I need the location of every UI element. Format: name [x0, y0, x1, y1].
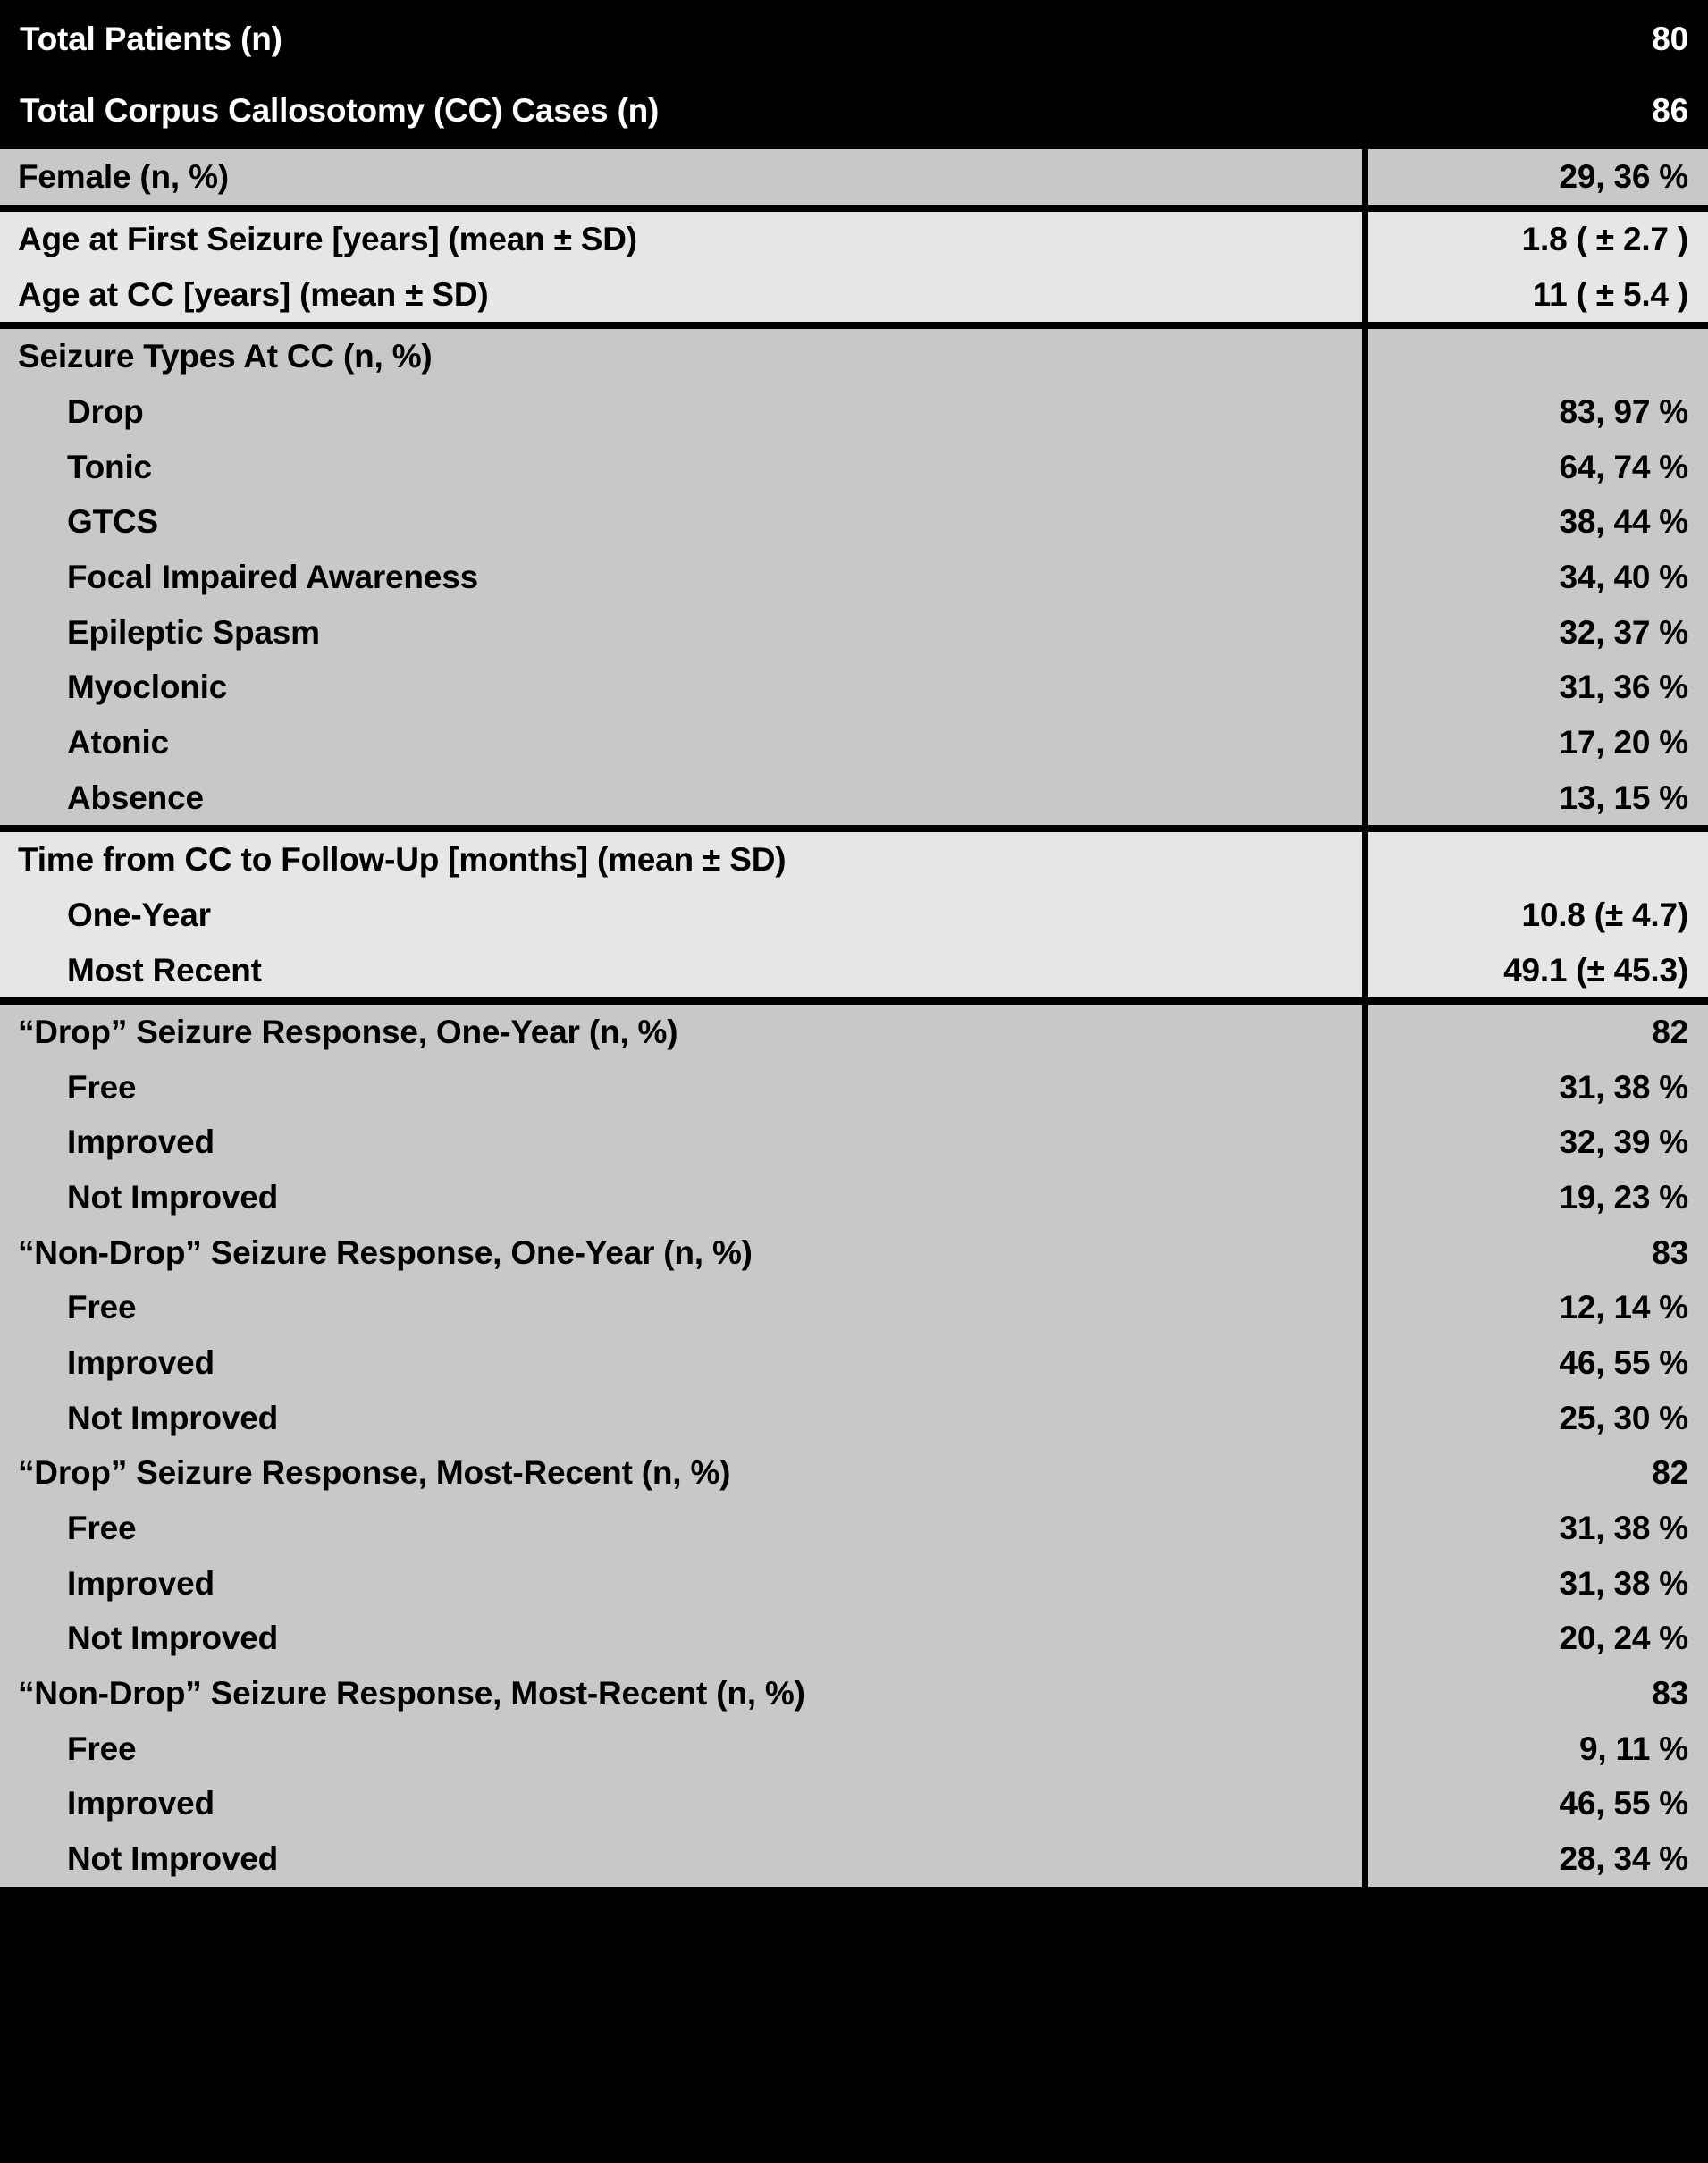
- row-value: 82: [1365, 1005, 1708, 1060]
- table-row: [0, 1280, 1708, 1335]
- table-row: [0, 1060, 1708, 1115]
- section-divider-fill: [0, 205, 1708, 212]
- table-row: [0, 494, 1708, 550]
- table-row: [0, 1721, 1708, 1777]
- table-header-row: [0, 72, 1708, 143]
- section-divider: [0, 322, 1708, 329]
- row-sublabel: Free: [0, 1280, 1365, 1335]
- row-sublabel: Epileptic Spasm: [0, 605, 1365, 661]
- table-row: [0, 1115, 1708, 1170]
- row-label: “Drop” Seizure Response, One-Year (n, %): [0, 1005, 1365, 1060]
- table-bottom-frame: [0, 1887, 1708, 1894]
- table-bottom-frame-fill: [0, 1887, 1708, 1894]
- row-value: 11 ( ± 5.4 ): [1365, 267, 1708, 323]
- table-row: [0, 440, 1708, 495]
- table-row: [0, 660, 1708, 715]
- table-row: [0, 1391, 1708, 1446]
- row-sublabel: GTCS: [0, 494, 1365, 550]
- table-row: [0, 1556, 1708, 1612]
- section-divider-fill: [0, 322, 1708, 329]
- row-sublabel: Free: [0, 1501, 1365, 1556]
- row-sublabel: Improved: [0, 1115, 1365, 1170]
- row-label: “Drop” Seizure Response, Most-Recent (n, %): [0, 1445, 1365, 1501]
- table-row: [0, 1501, 1708, 1556]
- row-value: 83, 97 %: [1365, 384, 1708, 440]
- row-value: 25, 30 %: [1365, 1391, 1708, 1446]
- row-value: 29, 36 %: [1365, 149, 1708, 205]
- row-sublabel: One-Year: [0, 888, 1365, 943]
- row-value: 1.8 ( ± 2.7 ): [1365, 212, 1708, 267]
- row-value: 49.1 (± 45.3): [1365, 943, 1708, 998]
- row-sublabel: Atonic: [0, 715, 1365, 770]
- table-row: [0, 267, 1708, 323]
- section-divider: [0, 142, 1708, 149]
- table-row: [0, 770, 1708, 826]
- row-label: “Non-Drop” Seizure Response, One-Year (n, %): [0, 1225, 1365, 1281]
- row-sublabel: Drop: [0, 384, 1365, 440]
- row-sublabel: Improved: [0, 1335, 1365, 1391]
- row-value: [1365, 329, 1708, 384]
- table-row: [0, 1776, 1708, 1831]
- header-row-label: Total Patients (n): [0, 0, 1365, 72]
- row-value: 13, 15 %: [1365, 770, 1708, 826]
- row-label: Seizure Types At CC (n, %): [0, 329, 1365, 384]
- table-row: [0, 832, 1708, 888]
- row-value: 31, 38 %: [1365, 1501, 1708, 1556]
- row-sublabel: Focal Impaired Awareness: [0, 550, 1365, 605]
- row-value: 83: [1365, 1225, 1708, 1281]
- section-divider: [0, 997, 1708, 1005]
- row-sublabel: Not Improved: [0, 1831, 1365, 1887]
- row-value: 46, 55 %: [1365, 1335, 1708, 1391]
- table-row: [0, 149, 1708, 205]
- table-row: [0, 1170, 1708, 1225]
- row-sublabel: Not Improved: [0, 1391, 1365, 1446]
- table-row: [0, 1611, 1708, 1666]
- row-sublabel: Improved: [0, 1776, 1365, 1831]
- row-value: 9, 11 %: [1365, 1721, 1708, 1777]
- row-value: 10.8 (± 4.7): [1365, 888, 1708, 943]
- section-divider-fill: [0, 997, 1708, 1005]
- row-sublabel: Improved: [0, 1556, 1365, 1612]
- row-label: “Non-Drop” Seizure Response, Most-Recent (n, %): [0, 1666, 1365, 1721]
- table-row: [0, 1445, 1708, 1501]
- row-sublabel: Not Improved: [0, 1170, 1365, 1225]
- row-sublabel: Absence: [0, 770, 1365, 826]
- row-value: 31, 38 %: [1365, 1556, 1708, 1612]
- table-header-row: [0, 0, 1708, 72]
- section-divider-fill: [0, 142, 1708, 149]
- row-value: 28, 34 %: [1365, 1831, 1708, 1887]
- row-value: 12, 14 %: [1365, 1280, 1708, 1335]
- row-value: 38, 44 %: [1365, 494, 1708, 550]
- row-value: 82: [1365, 1445, 1708, 1501]
- table-row: [0, 943, 1708, 998]
- table-row: [0, 605, 1708, 661]
- row-value: 31, 38 %: [1365, 1060, 1708, 1115]
- row-value: [1365, 832, 1708, 888]
- table-row: [0, 550, 1708, 605]
- table-row: [0, 384, 1708, 440]
- row-value: 46, 55 %: [1365, 1776, 1708, 1831]
- header-row-value: 80: [1365, 0, 1708, 72]
- section-divider: [0, 205, 1708, 212]
- row-label: Time from CC to Follow-Up [months] (mean ± SD): [0, 832, 1365, 888]
- row-sublabel: Myoclonic: [0, 660, 1365, 715]
- row-value: 20, 24 %: [1365, 1611, 1708, 1666]
- table-row: [0, 1005, 1708, 1060]
- table-row: [0, 329, 1708, 384]
- row-label: Age at First Seizure [years] (mean ± SD): [0, 212, 1365, 267]
- row-sublabel: Tonic: [0, 440, 1365, 495]
- row-label: Female (n, %): [0, 149, 1365, 205]
- table-row: [0, 1831, 1708, 1887]
- row-sublabel: Most Recent: [0, 943, 1365, 998]
- row-value: 19, 23 %: [1365, 1170, 1708, 1225]
- header-row-value: 86: [1365, 72, 1708, 143]
- table-row: [0, 888, 1708, 943]
- table-row: [0, 1666, 1708, 1721]
- table-row: [0, 1225, 1708, 1281]
- table-row: [0, 212, 1708, 267]
- row-value: 34, 40 %: [1365, 550, 1708, 605]
- row-label: Age at CC [years] (mean ± SD): [0, 267, 1365, 323]
- table-row: [0, 1335, 1708, 1391]
- row-sublabel: Free: [0, 1060, 1365, 1115]
- section-divider-fill: [0, 825, 1708, 832]
- row-value: 31, 36 %: [1365, 660, 1708, 715]
- header-row-label: Total Corpus Callosotomy (CC) Cases (n): [0, 72, 1365, 143]
- row-sublabel: Free: [0, 1721, 1365, 1777]
- row-value: 17, 20 %: [1365, 715, 1708, 770]
- row-sublabel: Not Improved: [0, 1611, 1365, 1666]
- row-value: 83: [1365, 1666, 1708, 1721]
- row-value: 32, 39 %: [1365, 1115, 1708, 1170]
- row-value: 64, 74 %: [1365, 440, 1708, 495]
- section-divider: [0, 825, 1708, 832]
- row-value: 32, 37 %: [1365, 605, 1708, 661]
- table-row: [0, 715, 1708, 770]
